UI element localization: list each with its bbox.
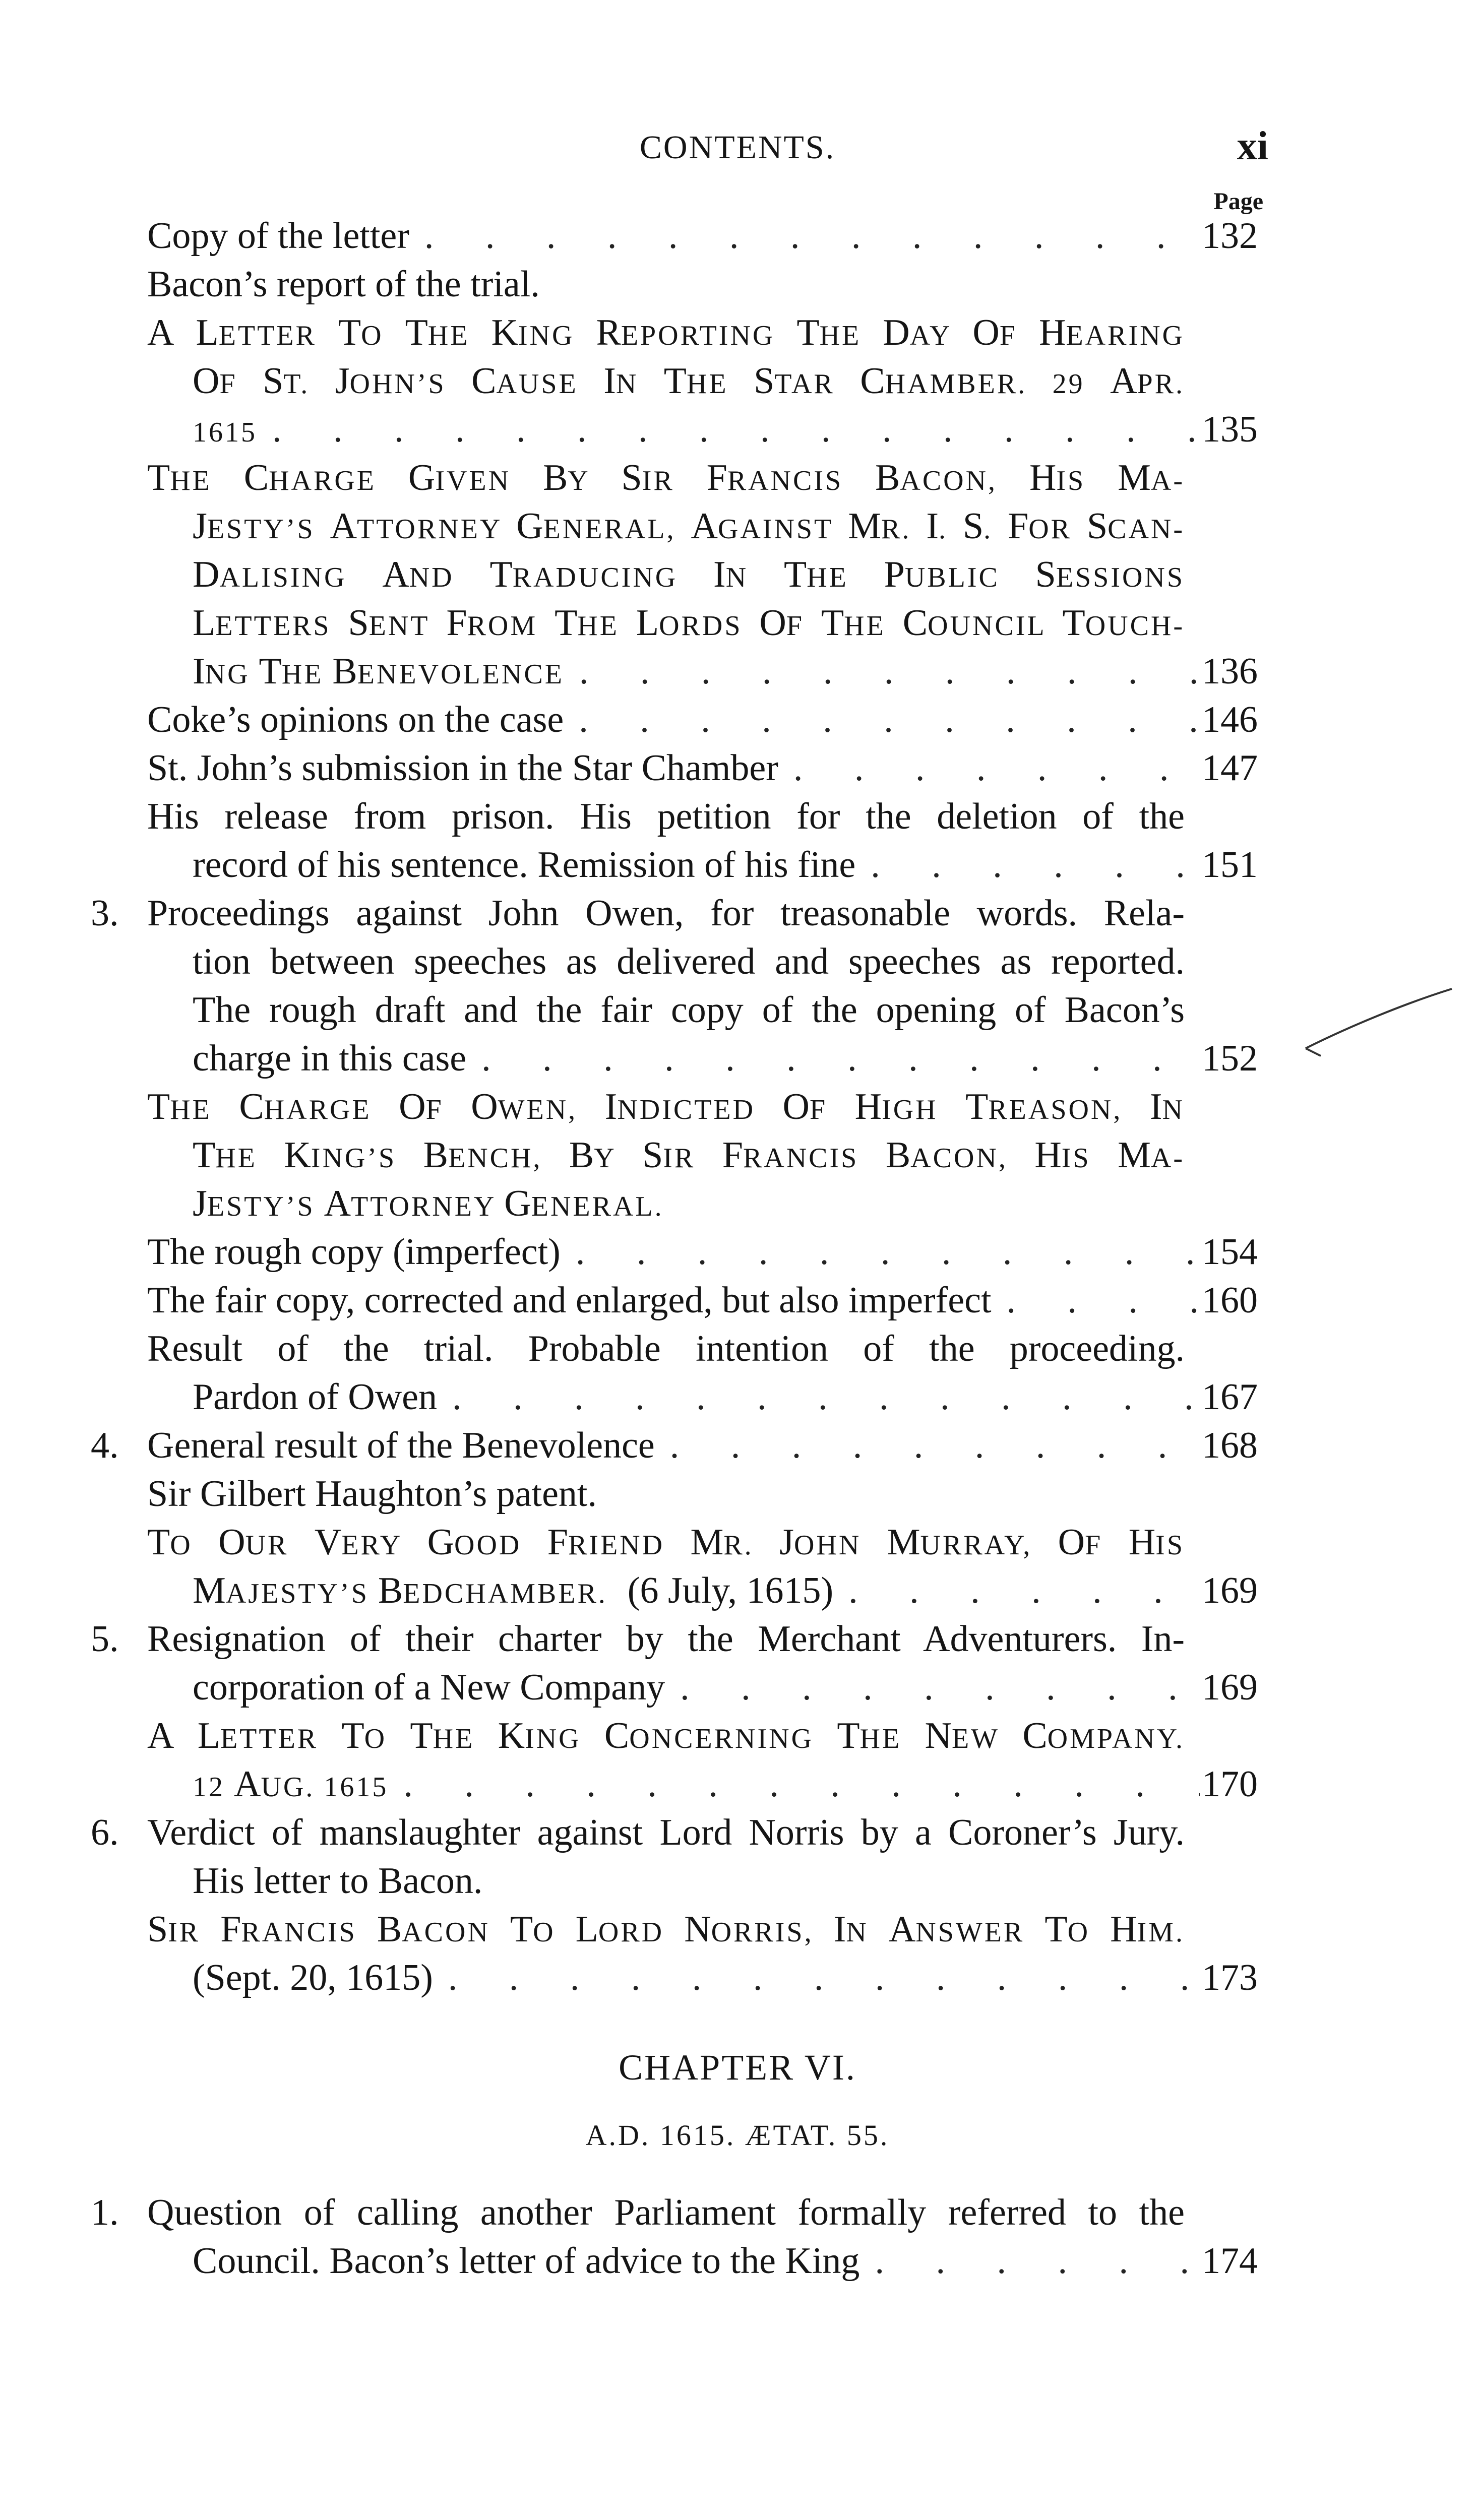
entry-text: OF ST. JOHN’S CAUSE IN THE STAR CHAMBER. 29 APR. <box>193 360 1185 402</box>
entry-title-text: charge in this case <box>193 1038 467 1079</box>
entry-text <box>147 744 1200 792</box>
page-number: 152 <box>1202 1038 1258 1079</box>
entry-line <box>0 1470 1475 1518</box>
entry-line <box>0 1712 1475 1760</box>
entry-number: 4. <box>91 1425 119 1466</box>
entry-list <box>0 212 1475 2002</box>
toc-entry <box>0 1615 1475 1712</box>
entry-text: tion between speeches as delivered and speeches as reported. <box>193 941 1185 982</box>
entry-line <box>0 2237 1475 2285</box>
entry-text: DALISING AND TRADUCING IN THE PUBLIC SESSIONS <box>193 554 1185 595</box>
table-of-contents <box>0 212 1475 2285</box>
entry-text: LETTERS SENT FROM THE LORDS OF THE COUNCIL TOUCH- <box>193 602 1185 644</box>
toc-entry <box>0 696 1475 744</box>
entry-line <box>0 696 1475 744</box>
entry-text <box>193 1760 1200 1811</box>
entry-text <box>193 1566 1200 1618</box>
entry-title-text: General result of the Benevolence <box>147 1425 655 1466</box>
toc-entry <box>0 1325 1475 1421</box>
entry-text: The rough draft and the fair copy of the opening of Bacon’s <box>193 989 1185 1031</box>
entry-text: Verdict of manslaughter against Lord Norris by a Coroner’s Jury. <box>147 1812 1185 1853</box>
toc-entry <box>0 1905 1475 2002</box>
entry-line <box>0 405 1475 454</box>
entry-number: 6. <box>91 1812 119 1853</box>
entry-text <box>193 1954 1200 2002</box>
entry-date: (6 July, 1615) <box>627 1570 834 1611</box>
entry-line <box>0 308 1475 357</box>
entry-line <box>0 1373 1475 1421</box>
dot-leader <box>655 1421 1200 1470</box>
entry-text: JESTY’S ATTORNEY GENERAL. <box>193 1183 664 1224</box>
toc-entry <box>0 792 1475 889</box>
entry-line <box>0 357 1475 405</box>
dot-leader <box>778 744 1200 792</box>
entry-line <box>0 550 1475 599</box>
page-number: 167 <box>1202 1376 1258 1418</box>
entry-line <box>0 454 1475 502</box>
entry-line <box>0 1083 1475 1131</box>
page-number: 135 <box>1202 409 1258 450</box>
page-number: 151 <box>1202 844 1258 886</box>
page-number: 132 <box>1202 215 1258 257</box>
chapter-entry-list <box>0 2188 1475 2285</box>
dot-leader <box>833 1566 1200 1615</box>
entry-line <box>0 1034 1475 1083</box>
entry-line <box>0 212 1475 260</box>
entry-number: 1. <box>91 2192 119 2233</box>
entry-text <box>147 1228 1200 1276</box>
running-title: CONTENTS. <box>639 129 836 166</box>
page-number: 173 <box>1202 1957 1258 1998</box>
toc-entry <box>0 212 1475 260</box>
entry-text: Result of the trial. Probable intention of the proceeding. <box>147 1328 1185 1369</box>
entry-line <box>0 1518 1475 1566</box>
toc-entry <box>0 454 1475 696</box>
entry-line <box>0 1566 1475 1615</box>
entry-line <box>0 1131 1475 1179</box>
toc-entry <box>0 1470 1475 1518</box>
entry-line <box>0 937 1475 986</box>
entry-title-text: The rough copy (imperfect) <box>147 1231 561 1273</box>
entry-text <box>193 1373 1200 1421</box>
entry-line <box>0 1663 1475 1712</box>
entry-text <box>193 405 1200 457</box>
toc-entry <box>0 1421 1475 1470</box>
entry-title-text: ING THE BENEVOLENCE <box>193 651 564 692</box>
entry-line <box>0 2188 1475 2237</box>
entry-text <box>193 1663 1200 1712</box>
toc-entry <box>0 1228 1475 1276</box>
entry-text: THE CHARGE GIVEN BY SIR FRANCIS BACON, HIS MA- <box>147 457 1185 498</box>
entry-line <box>0 1228 1475 1276</box>
entry-line <box>0 1760 1475 1808</box>
entry-title-text: Pardon of Owen <box>193 1376 438 1418</box>
entry-title-text: 1615 <box>193 417 257 448</box>
entry-title-text: Coke’s opinions on the case <box>147 699 564 740</box>
chapter-heading: CHAPTER VI. <box>619 2047 856 2088</box>
entry-line <box>0 1615 1475 1663</box>
page-column-label: Page <box>1213 188 1263 215</box>
entry-text <box>193 647 1200 699</box>
entry-line <box>0 1954 1475 2002</box>
entry-text: A LETTER TO THE KING CONCERNING THE NEW COMPANY. <box>147 1715 1185 1756</box>
entry-line <box>0 986 1475 1034</box>
entry-line <box>0 599 1475 647</box>
entry-text: JESTY’S ATTORNEY GENERAL, AGAINST MR. I. S. FOR SCAN- <box>193 506 1185 547</box>
entry-title-text: corporation of a New Company <box>193 1667 665 1708</box>
entry-text: THE KING’S BENCH, BY SIR FRANCIS BACON, HIS MA- <box>193 1135 1185 1176</box>
page-number: 168 <box>1202 1425 1258 1466</box>
entry-line <box>0 889 1475 937</box>
toc-entry <box>0 1808 1475 1905</box>
folio: xi <box>1237 124 1268 168</box>
entry-text <box>147 696 1200 744</box>
entry-text <box>147 212 1200 260</box>
toc-entry <box>0 260 1475 308</box>
entry-line <box>0 1808 1475 1857</box>
entry-title-text: Council. Bacon’s letter of advice to the King <box>193 2240 860 2282</box>
entry-text: His letter to Bacon. <box>193 1860 483 1902</box>
entry-number: 5. <box>91 1618 119 1660</box>
toc-entry <box>0 744 1475 792</box>
entry-number: 3. <box>91 893 119 934</box>
entry-text <box>147 1421 1200 1470</box>
page-number: 146 <box>1202 699 1258 740</box>
entry-line <box>0 260 1475 308</box>
margin-pencil-mark <box>1290 983 1457 1058</box>
entry-text <box>147 1276 1200 1325</box>
entry-line <box>0 1421 1475 1470</box>
page-number: 136 <box>1202 651 1258 692</box>
page-number: 169 <box>1202 1570 1258 1611</box>
page-number: 147 <box>1202 747 1258 789</box>
entry-text: SIR FRANCIS BACON TO LORD NORRIS, IN ANSWER TO HIM. <box>147 1909 1185 1950</box>
entry-text: Resignation of their charter by the Merchant Adventurers. In- <box>147 1618 1185 1660</box>
page-number: 170 <box>1202 1763 1258 1805</box>
toc-entry <box>0 889 1475 1083</box>
toc-entry <box>0 1083 1475 1228</box>
entry-title-text: St. John’s submission in the Star Chamber <box>147 747 778 789</box>
dot-leader <box>466 1034 1200 1083</box>
entry-text: THE CHARGE OF OWEN, INDICTED OF HIGH TREASON, IN <box>147 1086 1185 1127</box>
dot-leader <box>992 1276 1200 1325</box>
toc-entry <box>0 308 1475 454</box>
entry-title-text: record of his sentence. Remission of his fine <box>193 844 856 886</box>
entry-line <box>0 502 1475 550</box>
entry-line <box>0 1276 1475 1325</box>
entry-title-text: The fair copy, corrected and enlarged, but also imperfect <box>147 1280 992 1321</box>
dot-leader <box>855 841 1200 889</box>
entry-line <box>0 1179 1475 1228</box>
dot-leader <box>564 647 1200 696</box>
entry-line <box>0 1325 1475 1373</box>
dot-leader <box>859 2237 1200 2285</box>
entry-line <box>0 647 1475 696</box>
dot-leader <box>437 1373 1200 1421</box>
entry-line <box>0 1857 1475 1905</box>
page-number: 160 <box>1202 1280 1258 1321</box>
dot-leader <box>409 212 1200 260</box>
entry-text: Sir Gilbert Haughton’s patent. <box>147 1473 597 1515</box>
entry-text <box>193 841 1200 889</box>
dot-leader <box>433 1954 1200 2002</box>
entry-text: TO OUR VERY GOOD FRIEND MR. JOHN MURRAY, OF HIS <box>147 1522 1185 1563</box>
entry-line <box>0 792 1475 841</box>
dot-leader <box>257 405 1200 454</box>
entry-text <box>193 1034 1200 1083</box>
dot-leader <box>561 1228 1200 1276</box>
page-number: 154 <box>1202 1231 1258 1273</box>
page-number: 174 <box>1202 2240 1258 2282</box>
entry-text: A LETTER TO THE KING REPORTING THE DAY OF HEARING <box>147 312 1185 353</box>
dot-leader <box>388 1760 1200 1808</box>
chapter-date: A.D. 1615. ÆTAT. 55. <box>585 2119 890 2152</box>
toc-entry <box>0 1518 1475 1615</box>
toc-entry <box>0 1712 1475 1808</box>
dot-leader <box>665 1663 1200 1712</box>
entry-text: Proceedings against John Owen, for treasonable words. Rela- <box>147 893 1185 934</box>
entry-title-text: 12 AUG. 1615 <box>193 1763 389 1805</box>
entry-line <box>0 841 1475 889</box>
entry-text: Bacon’s report of the trial. <box>147 264 540 305</box>
toc-entry <box>0 1276 1475 1325</box>
entry-line <box>0 744 1475 792</box>
dot-leader <box>564 696 1200 744</box>
entry-text: Question of calling another Parliament formally referred to the <box>147 2192 1185 2233</box>
entry-line <box>0 1905 1475 1954</box>
toc-entry <box>0 2188 1475 2285</box>
entry-title-text: MAJESTY’S BEDCHAMBER. <box>193 1570 607 1611</box>
entry-text: His release from prison. His petition for the deletion of the <box>147 796 1185 837</box>
page-number: 169 <box>1202 1667 1258 1708</box>
entry-text <box>193 2237 1200 2285</box>
entry-title-text: Copy of the letter <box>147 215 409 257</box>
entry-title-text: (Sept. 20, 1615) <box>193 1957 433 1998</box>
